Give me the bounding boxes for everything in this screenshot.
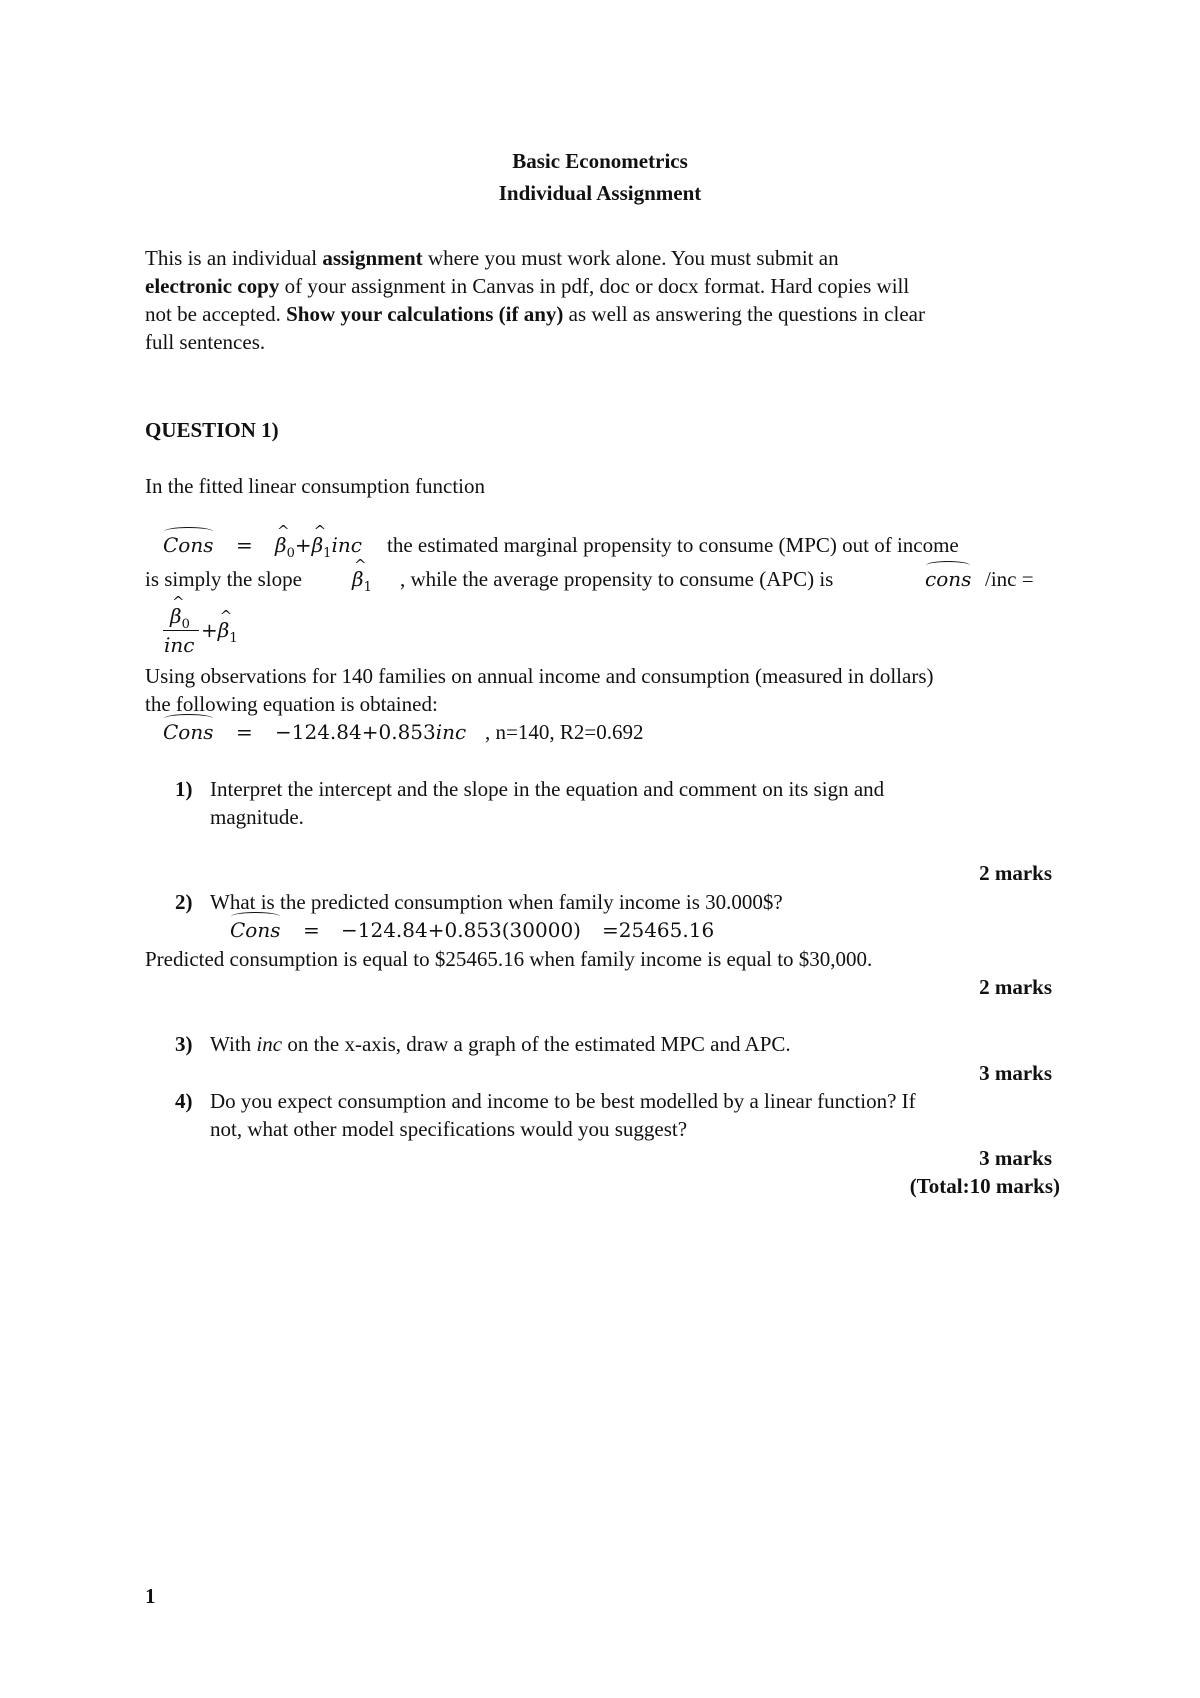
item-1-line-1: Interpret the intercept and the slope in the equation and comment on its sign and [210,777,885,801]
item-4-line-2: not, what other model specifications would you suggest? [210,1117,688,1141]
eq1-rhs: ^ $\beta_0+\^{}$ $\beta_1inc$ [275,533,362,561]
frac-plus-beta: +^ $\beta_1$ [201,618,238,646]
item-2-number: 2) [175,890,193,914]
item-1-marks: 2 marks [979,861,1052,885]
eq2-rhs: −124.84+0.853inc [275,720,467,744]
frac-denominator: inc [164,633,195,657]
apc-inc-eq: /inc = [985,567,1034,591]
item-1-number: 1) [175,777,193,801]
frac-numerator: ^ $\beta_0$ [170,604,190,632]
assignment-title: Individual Assignment [498,181,702,205]
total-marks: (Total:10 marks) [909,1174,1060,1198]
intro-line-4: full sentences. [145,330,266,354]
slope-beta: ^ $\beta_1$ [352,567,372,595]
item-2-eq-lhs: Cons [230,918,281,942]
item-4-number: 4) [175,1089,193,1113]
eq1-lhs: Cons [163,533,214,557]
item-4-marks: 3 marks [979,1146,1052,1170]
eq1-equals: = [236,533,253,557]
apc-cons: cons [925,567,972,591]
eq2-lhs: Cons [163,720,214,744]
intro-line-1: This is an individual assignment where you must work alone. You must submit an [145,246,839,270]
slope-text: is simply the slope [145,567,302,591]
observations-line-2: the following equation is obtained: [145,692,438,716]
intro-line-3: not be accepted. Show your calculations (if any) as well as answering the questions in clear [145,302,925,326]
item-3-marks: 3 marks [979,1061,1052,1085]
question-heading: QUESTION 1) [145,418,279,442]
item-1-line-2: magnitude. [210,805,304,829]
fraction-bar [163,630,199,631]
item-2-eq-equals: = [303,918,320,942]
apc-text: , while the average propensity to consume (APC) is [400,567,834,591]
eq2-stats: , n=140, R2=0.692 [485,720,644,744]
item-3-line-1: With inc on the x-axis, draw a graph of the estimated MPC and APC. [210,1032,791,1056]
course-title: Basic Econometrics [512,149,688,173]
item-3-number: 3) [175,1032,193,1056]
item-2-eq-rhs: −124.84+0.853(30000) [341,918,581,942]
eq1-description: the estimated marginal propensity to consume (MPC) out of income [387,533,959,557]
item-2-answer: Predicted consumption is equal to $25465.16 when family income is equal to $30,000. [145,947,873,971]
eq2-equals: = [236,720,253,744]
item-4-line-1: Do you expect consumption and income to be best modelled by a linear function? If [210,1089,916,1113]
intro-line-2: electronic copy of your assignment in Canvas in pdf, doc or docx format. Hard copies will [145,274,910,298]
question-lead: In the fitted linear consumption function [145,474,485,498]
observations-line-1: Using observations for 140 families on annual income and consumption (measured in dollars) [145,664,934,688]
item-2-eq-result: =25465.16 [602,918,715,942]
item-2-line-1: What is the predicted consumption when family income is 30.000$? [210,890,783,914]
item-2-marks: 2 marks [979,975,1052,999]
page-number: 1 [145,1584,156,1608]
